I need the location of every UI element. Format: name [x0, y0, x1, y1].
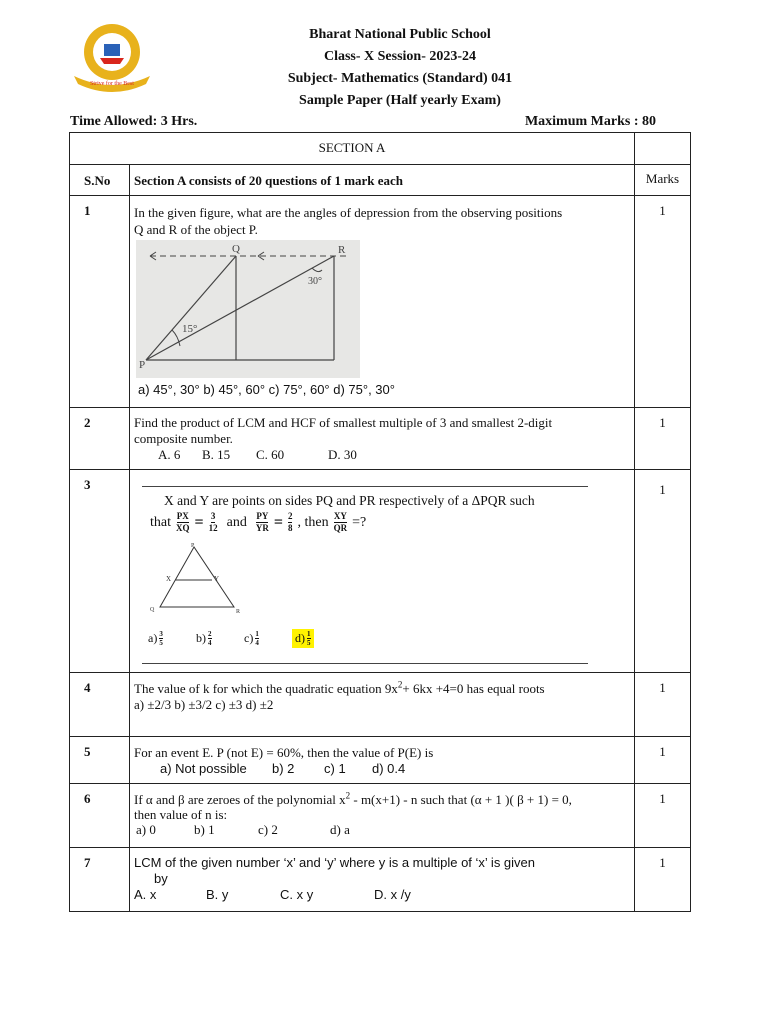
- question-marks: 1: [635, 408, 691, 470]
- label-angle-30: 30°: [308, 276, 322, 287]
- question-marks: 1: [635, 784, 691, 848]
- question-number: 6: [70, 784, 130, 848]
- exam-info-bar: [70, 114, 656, 130]
- time-allowed: Time Allowed: 3 Hrs.: [70, 114, 198, 129]
- question-options: a) Not possible b) 2 c) 1 d) 0.4: [160, 761, 406, 776]
- question-row-7: [70, 848, 691, 912]
- question-text: For an event E. P (not E) = 60%, then the value of P(E) is: [134, 745, 434, 760]
- section-title: SECTION A: [70, 133, 635, 165]
- question-text: If α and β are zeroes of the polynomial $x^2 - m(x+1) - n$ such that (α + 1 )( β + 1) = 0, then value of n is:: [134, 790, 572, 822]
- label-angle-15: 15°: [182, 323, 198, 335]
- ratio-expression: that $\frac{PX}{XQ}$ = $\frac{3}{12}$ and $\frac{PY}{YR}$ = $\frac{2}{8}$ , then $\frac{XY}{QR}$ =?: [150, 511, 367, 533]
- maximum-marks: Maximum Marks : 80: [524, 114, 656, 129]
- label-r: R: [338, 244, 346, 256]
- class-session: Class- X Session- 2023-24: [323, 49, 477, 64]
- school-header: [200, 24, 600, 112]
- label-p: P: [191, 543, 195, 549]
- question-marks: 1: [635, 470, 691, 673]
- question-number: 3: [70, 470, 130, 673]
- question-row-2: [70, 408, 691, 470]
- similar-triangle-excerpt: [142, 486, 588, 664]
- question-row-6: [70, 784, 691, 848]
- question-number: 5: [70, 737, 130, 784]
- section-title-row: [70, 133, 691, 165]
- angle-depression-figure: [136, 240, 360, 378]
- question-number: 2: [70, 408, 130, 470]
- label-y: Y: [214, 575, 220, 583]
- triangle-pqr-figure: [146, 543, 246, 615]
- question-options: a) 45°, 30° b) 45°, 60° c) 75°, 60° d) 75°, 30°: [138, 382, 395, 397]
- label-p: P: [139, 359, 146, 371]
- question-options: a) 3 5 b) 2 4 c) 1 4 d) 1 5: [148, 629, 314, 648]
- label-q: Q: [150, 607, 155, 613]
- subject-line: Subject- Mathematics (Standard) 041: [287, 71, 513, 86]
- question-table: [69, 132, 691, 912]
- school-name: Bharat National Public School: [309, 27, 491, 42]
- question-options: A. x B. y C. x y D. x /y: [134, 887, 411, 902]
- school-logo: [70, 18, 154, 94]
- col-marks: Marks: [635, 165, 691, 196]
- question-number: 4: [70, 673, 130, 737]
- question-text-cont: by: [154, 871, 168, 886]
- question-text: X and Y are points on sides PQ and PR respectively of a ΔPQR such: [164, 493, 535, 508]
- highlighted-option: d) 1 5: [292, 629, 314, 648]
- question-text: In the given figure, what are the angles of depression from the observing positions Q and R of the object P.: [134, 205, 563, 237]
- question-marks: 1: [635, 673, 691, 737]
- question-marks: 1: [635, 737, 691, 784]
- question-number: 7: [70, 848, 130, 912]
- question-marks: 1: [635, 196, 691, 408]
- paper-title: Sample Paper (Half yearly Exam): [299, 93, 501, 108]
- label-x: X: [166, 575, 172, 583]
- label-r: R: [236, 609, 241, 615]
- question-number: 1: [70, 196, 130, 408]
- question-row-1: [70, 196, 691, 408]
- question-options: a) ±2/3 b) ±3/2 c) ±3 d) ±2: [134, 697, 274, 712]
- question-text: LCM of the given number ‘x’ and ‘y’ where y is a multiple of ‘x’ is given: [134, 855, 536, 870]
- question-options: a) 0 b) 1 c) 2 d) a: [136, 822, 350, 837]
- col-desc: Section A consists of 20 questions of 1 mark each: [130, 165, 635, 196]
- question-row-3: [70, 470, 691, 673]
- question-row-5: [70, 737, 691, 784]
- header-row: [70, 165, 691, 196]
- question-options: A. 6 B. 15 C. 60 D. 30: [158, 447, 357, 462]
- label-q: Q: [232, 243, 240, 255]
- col-sno: S.No: [70, 165, 130, 196]
- question-row-4: [70, 673, 691, 737]
- question-marks: 1: [635, 848, 691, 912]
- logo-motto: Strive for the Best: [90, 81, 134, 87]
- question-text: Find the product of LCM and HCF of smallest multiple of 3 and smallest 2-digit composite number.: [134, 415, 553, 446]
- question-text: The value of k for which the quadratic equation $9x^2+ 6kx +4=0$ has equal roots: [134, 679, 545, 696]
